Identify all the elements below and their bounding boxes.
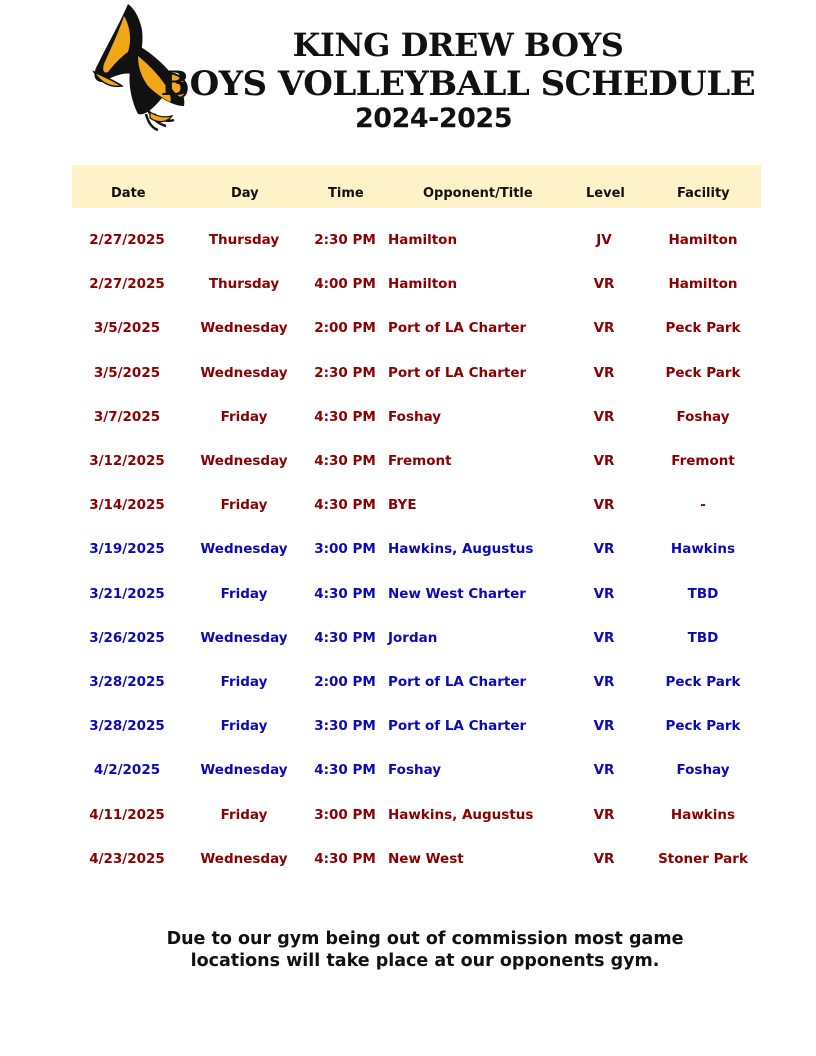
table-row <box>0 453 816 497</box>
cell-time: 2:00 PM <box>314 674 376 690</box>
cell-level: VR <box>593 497 615 514</box>
cell-day: Wednesday <box>200 541 288 558</box>
cell-day: Friday <box>220 408 268 425</box>
cell-time: 2:30 PM <box>314 232 376 248</box>
cell-facility: Hamilton <box>668 276 738 293</box>
cell-time: 2:00 PM <box>314 320 376 337</box>
column-header-day: Day <box>231 186 259 201</box>
cell-day: Friday <box>220 674 268 690</box>
cell-opponent: New West <box>388 850 464 867</box>
table-row <box>0 541 816 585</box>
cell-facility: Hamilton <box>668 232 738 248</box>
schedule-title: BOYS VOLLEYBALL SCHEDULE <box>160 64 756 104</box>
cell-opponent: Fremont <box>388 453 452 469</box>
cell-level: VR <box>593 585 615 602</box>
table-row <box>0 807 816 851</box>
cell-opponent: Jordan <box>388 629 438 646</box>
season-year: 2024-2025 <box>355 103 512 134</box>
cell-day: Wednesday <box>200 629 288 646</box>
cell-date: 3/19/2025 <box>89 541 165 558</box>
cell-level: VR <box>593 320 615 337</box>
cell-date: 3/12/2025 <box>89 453 165 469</box>
cell-level: VR <box>593 718 615 735</box>
table-row <box>0 674 816 718</box>
cell-date: 3/5/2025 <box>93 320 161 337</box>
cell-date: 3/26/2025 <box>89 629 165 646</box>
cell-date: 3/28/2025 <box>89 718 165 735</box>
cell-day: Friday <box>220 497 268 514</box>
table-header <box>72 165 761 208</box>
table-row <box>0 762 816 806</box>
cell-time: 4:30 PM <box>314 497 376 514</box>
cell-day: Wednesday <box>200 453 288 469</box>
table-row <box>0 276 816 320</box>
column-header-time: Time <box>328 186 364 201</box>
cell-opponent: Hawkins, Augustus <box>388 541 534 558</box>
cell-level: VR <box>593 806 615 823</box>
cell-level: VR <box>593 541 615 558</box>
cell-time: 4:30 PM <box>314 453 376 469</box>
cell-level: VR <box>593 408 615 425</box>
cell-time: 4:30 PM <box>314 762 376 779</box>
cell-time: 3:00 PM <box>314 541 376 558</box>
cell-day: Wednesday <box>200 850 288 867</box>
cell-level: VR <box>593 850 615 867</box>
cell-time: 4:30 PM <box>314 585 376 602</box>
cell-facility: Hawkins <box>670 806 736 823</box>
cell-day: Friday <box>220 718 268 735</box>
cell-time: 3:00 PM <box>314 806 376 823</box>
cell-facility: TBD <box>687 585 719 602</box>
table-row <box>0 232 816 276</box>
cell-opponent: Hamilton <box>388 276 458 293</box>
cell-opponent: New West Charter <box>388 585 526 602</box>
footer-note-line: Due to our gym being out of commission most game <box>166 929 684 949</box>
cell-time: 4:30 PM <box>314 850 376 867</box>
cell-date: 3/28/2025 <box>89 674 165 690</box>
cell-day: Friday <box>220 806 268 823</box>
cell-opponent: Hawkins, Augustus <box>388 806 534 823</box>
cell-facility: Stoner Park <box>658 850 748 867</box>
table-row <box>0 365 816 409</box>
cell-day: Friday <box>220 585 268 602</box>
cell-date: 3/7/2025 <box>93 408 161 425</box>
column-header-level: Level <box>586 186 625 201</box>
cell-date: 3/21/2025 <box>89 585 165 602</box>
cell-date: 4/2/2025 <box>93 762 161 779</box>
cell-date: 3/5/2025 <box>93 364 161 381</box>
cell-level: VR <box>593 276 615 293</box>
cell-opponent: BYE <box>388 497 417 514</box>
cell-time: 4:30 PM <box>314 408 376 425</box>
cell-level: VR <box>593 762 615 779</box>
cell-facility: - <box>700 497 706 514</box>
cell-level: VR <box>593 629 615 646</box>
cell-opponent: Port of LA Charter <box>388 364 527 381</box>
table-row <box>0 320 816 364</box>
cell-opponent: Port of LA Charter <box>388 718 527 735</box>
table-row <box>0 851 816 895</box>
cell-level: JV <box>596 232 612 248</box>
cell-facility: Peck Park <box>665 674 741 690</box>
cell-day: Wednesday <box>200 762 288 779</box>
cell-day: Wednesday <box>200 364 288 381</box>
cell-level: VR <box>593 674 615 690</box>
cell-time: 4:00 PM <box>314 276 376 293</box>
cell-opponent: Port of LA Charter <box>388 674 527 690</box>
cell-opponent: Hamilton <box>388 232 458 248</box>
cell-facility: TBD <box>687 629 719 646</box>
table-row <box>0 409 816 453</box>
cell-time: 2:30 PM <box>314 364 376 381</box>
cell-level: VR <box>593 364 615 381</box>
table-row <box>0 630 816 674</box>
cell-date: 4/23/2025 <box>89 850 165 867</box>
cell-time: 4:30 PM <box>314 629 376 646</box>
cell-facility: Peck Park <box>665 320 741 337</box>
cell-day: Wednesday <box>200 320 288 337</box>
cell-facility: Hawkins <box>670 541 736 558</box>
table-row <box>0 586 816 630</box>
cell-opponent: Port of LA Charter <box>388 320 527 337</box>
footer-note <box>100 928 750 972</box>
footer-note-line: locations will take place at our opponents gym. <box>190 951 660 971</box>
school-title: KING DREW BOYS <box>292 26 624 64</box>
cell-opponent: Foshay <box>388 408 442 425</box>
column-header-facility: Facility <box>677 186 730 201</box>
cell-opponent: Foshay <box>388 762 442 779</box>
cell-day: Thursday <box>208 276 280 293</box>
cell-facility: Fremont <box>671 453 735 469</box>
cell-day: Thursday <box>208 232 280 248</box>
column-header-date: Date <box>111 186 146 201</box>
cell-date: 2/27/2025 <box>89 276 165 293</box>
cell-date: 3/14/2025 <box>89 497 165 514</box>
cell-facility: Foshay <box>676 762 730 779</box>
column-header-opponent: Opponent/Title <box>423 186 533 201</box>
cell-facility: Peck Park <box>665 364 741 381</box>
cell-time: 3:30 PM <box>314 718 376 735</box>
cell-date: 2/27/2025 <box>89 232 165 248</box>
cell-facility: Peck Park <box>665 718 741 735</box>
cell-level: VR <box>593 453 615 469</box>
table-row <box>0 718 816 762</box>
table-row <box>0 497 816 541</box>
cell-date: 4/11/2025 <box>89 806 165 823</box>
cell-facility: Foshay <box>676 408 730 425</box>
